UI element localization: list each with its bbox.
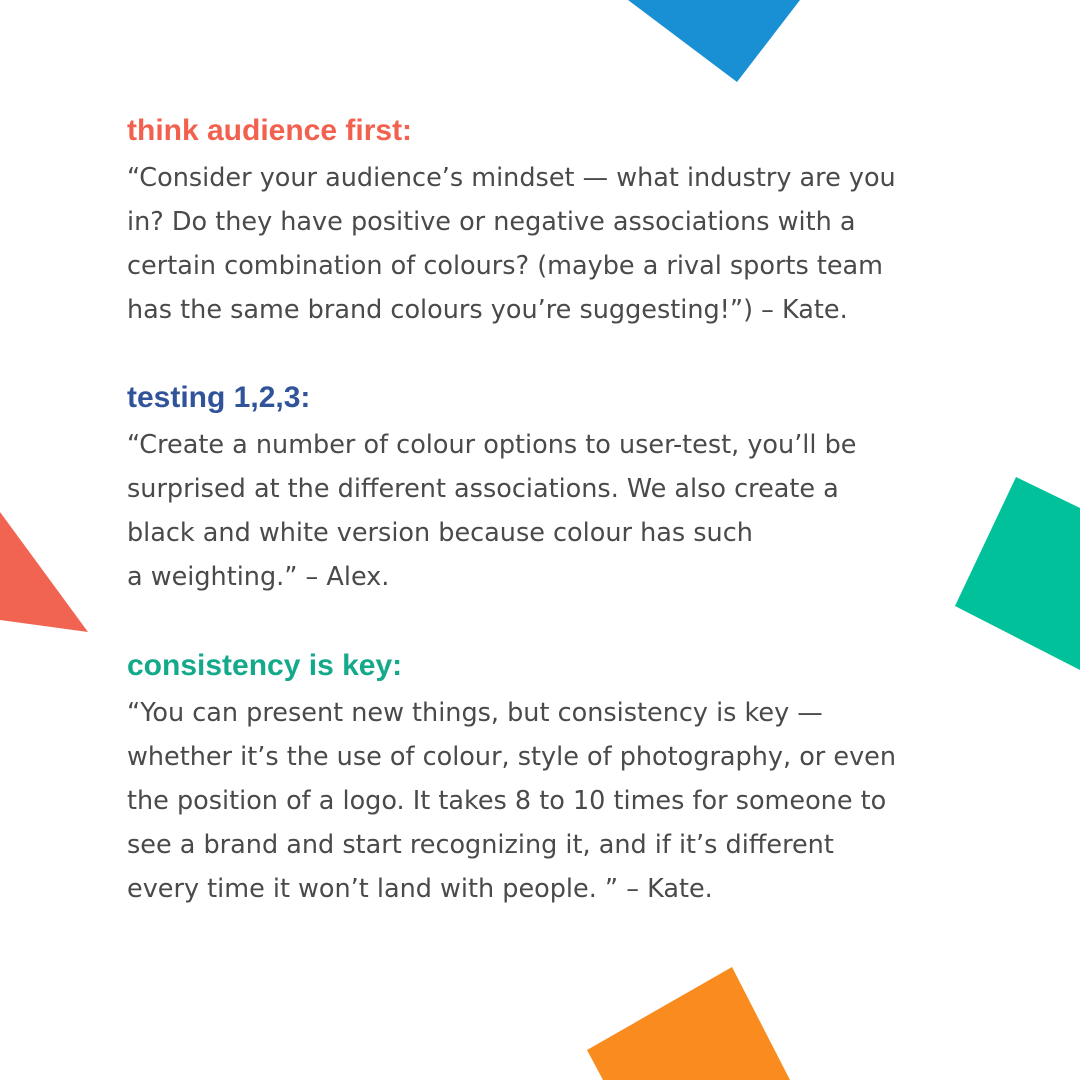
blue-triangle-shape [628, 0, 800, 82]
section-testing-123 [127, 379, 957, 599]
quote-line: black and white version because colour has such [127, 518, 753, 548]
quote-line: the position of a logo. It takes 8 to 10 times for someone to [127, 786, 887, 816]
quote-line: in? Do they have positive or negative associations with a [127, 207, 856, 237]
quote-line: see a brand and start recognizing it, and if it’s different [127, 830, 834, 860]
quote-text [127, 423, 957, 599]
section-heading: consistency is key: [127, 649, 403, 682]
quote-line: “You can present new things, but consistency is key — [127, 698, 823, 728]
section-consistency-is-key [127, 647, 957, 911]
quote-line: “Create a number of colour options to user-test, you’ll be [127, 430, 857, 460]
quote-line: surprised at the different associations. We also create a [127, 474, 839, 504]
quote-line: a weighting.” – Alex. [127, 562, 390, 592]
section-heading: testing 1,2,3: [127, 381, 311, 414]
coral-triangle-shape [0, 512, 88, 632]
quote-text [127, 691, 957, 911]
orange-square-shape [587, 967, 790, 1080]
quote-line: “Consider your audience’s mindset — what industry are you [127, 163, 896, 193]
section-think-audience-first [127, 112, 957, 332]
quote-text [127, 156, 957, 332]
quote-line: whether it’s the use of colour, style of photography, or even [127, 742, 897, 772]
section-heading: think audience first: [127, 114, 413, 147]
green-square-shape [955, 477, 1080, 670]
quote-line: every time it won’t land with people. ” – Kate. [127, 874, 713, 904]
quote-line: has the same brand colours you’re suggesting!”) – Kate. [127, 295, 848, 325]
quote-line: certain combination of colours? (maybe a rival sports team [127, 251, 883, 281]
